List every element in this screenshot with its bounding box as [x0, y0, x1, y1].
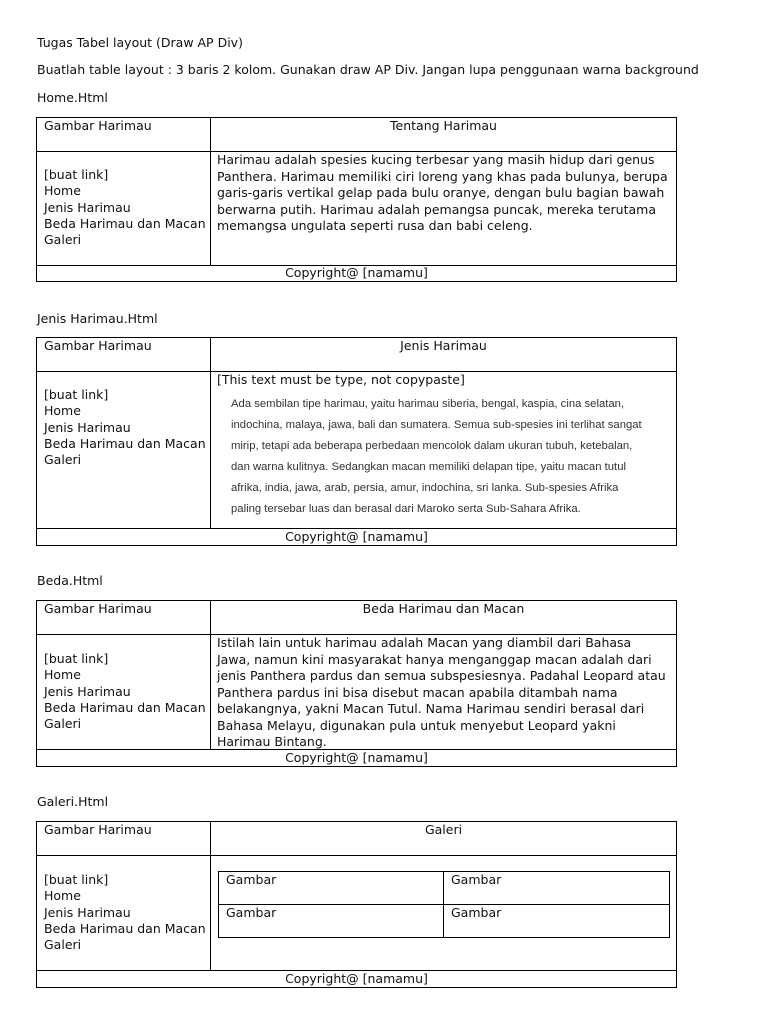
- nav-link-galeri[interactable]: Galeri: [44, 452, 82, 468]
- jenis-filename: Jenis Harimau.Html: [37, 311, 158, 326]
- jenis-footer: Copyright@ [namamu]: [285, 529, 428, 544]
- nav-link-beda[interactable]: Beda Harimau dan Macan: [44, 920, 206, 936]
- galeri-filename: Galeri.Html: [37, 794, 109, 809]
- galeri-content-cell: [211, 855, 676, 970]
- gallery-grid: [218, 871, 670, 938]
- nav-link-galeri[interactable]: Galeri: [44, 232, 82, 248]
- nav-link-beda[interactable]: Beda Harimau dan Macan: [44, 699, 206, 715]
- jenis-nav-cell: [37, 371, 211, 528]
- header-gambar-harimau: Gambar Harimau: [44, 338, 152, 353]
- gallery-cell: Gambar: [219, 905, 444, 938]
- gallery-cell: Gambar: [444, 872, 669, 905]
- beda-content-cell: [211, 634, 676, 749]
- nav-link-jenis-harimau[interactable]: Jenis Harimau: [44, 904, 131, 920]
- jenis-sample-text: Ada sembilan tipe harimau, yaitu harimau siberia, bengal, kaspia, cina selatan, indochina, malaya, jawa, bali dan sumatera. Semua sub-spesies ini terlihat sangat mirip, tetapi ada beberapa perbedaan mencolok dalam ukuran tubuh, ketebalan, dan warna kulitnya. Sedangkan macan memiliki delapan tipe, yaitu macan tutul afrika, india, jawa, arab, persia, amur, indochina, sri lanka. Sub-spesies Afrika paling tersebar luas dan berasal dari Maroko serta Sub-Sahara Afrika.: [231, 398, 642, 515]
- nav-link-beda[interactable]: Beda Harimau dan Macan: [44, 215, 206, 231]
- nav-menu: [44, 872, 206, 953]
- nav-link-beda[interactable]: Beda Harimau dan Macan: [44, 435, 206, 451]
- header-gambar-harimau: Gambar Harimau: [44, 822, 152, 837]
- galeri-header-right: [211, 822, 676, 855]
- header-tentang-harimau: Tentang Harimau: [390, 118, 497, 133]
- nav-link-home[interactable]: Home: [44, 667, 81, 683]
- jenis-header-left: [37, 338, 211, 371]
- nav-link-jenis-harimau[interactable]: Jenis Harimau: [44, 419, 131, 435]
- jenis-layout-table: [36, 337, 677, 546]
- jenis-content-row: [37, 371, 676, 529]
- nav-link-galeri[interactable]: Galeri: [44, 937, 82, 953]
- jenis-note: [This text must be type, not copypaste]: [217, 372, 465, 387]
- beda-nav-cell: [37, 634, 211, 749]
- home-content-row: [37, 151, 676, 266]
- gallery-cell: Gambar: [451, 904, 502, 920]
- nav-link-home[interactable]: Home: [44, 403, 81, 419]
- home-header-row: [37, 118, 676, 152]
- nav-link-placeholder: [buat link]: [44, 167, 109, 182]
- nav-menu: [44, 167, 206, 248]
- galeri-header-row: [37, 822, 676, 856]
- galeri-layout-table: [36, 821, 677, 988]
- header-beda-harimau-macan: Beda Harimau dan Macan: [362, 601, 525, 616]
- beda-content-text: Istilah lain untuk harimau adalah Macan yang diambil dari Bahasa Jawa, namun kini masyarakat hanya menganggap macan adalah dari jenis Panthera pardus dan semua subspesiesnya. Padahal Leopard atau Panthera pardus ini bisa disebut macan apabila ditambah nama belakangnya, yakni Macan Tutul. Nama Harimau sendiri berasal dari Bahasa Melayu, digunakan pula untuk menyebut Leopard yakni Harimau Bintang.: [217, 635, 666, 749]
- home-content-cell: [211, 151, 676, 265]
- galeri-nav-cell: [37, 855, 211, 970]
- beda-header-right: [211, 601, 676, 634]
- galeri-footer: Copyright@ [namamu]: [285, 971, 428, 986]
- document-title: Tugas Tabel layout (Draw AP Div): [37, 35, 243, 50]
- home-header-left: [37, 118, 211, 151]
- jenis-content-cell: [211, 371, 676, 528]
- home-filename: Home.Html: [37, 90, 108, 105]
- instruction-text: Buatlah table layout : 3 baris 2 kolom. Gunakan draw AP Div. Jangan lupa penggunaan warna background: [37, 62, 699, 77]
- beda-header-row: [37, 601, 676, 635]
- nav-link-jenis-harimau[interactable]: Jenis Harimau: [44, 199, 131, 215]
- beda-header-left: [37, 601, 211, 634]
- home-nav-cell: [37, 151, 211, 265]
- home-header-right: [211, 118, 676, 151]
- nav-link-home[interactable]: Home: [44, 888, 81, 904]
- beda-content-row: [37, 634, 676, 750]
- header-jenis-harimau: Jenis Harimau: [400, 338, 487, 353]
- header-gambar-harimau: Gambar Harimau: [44, 601, 152, 616]
- nav-link-placeholder: [buat link]: [44, 387, 109, 402]
- home-footer: Copyright@ [namamu]: [285, 265, 428, 280]
- jenis-header-right: [211, 338, 676, 371]
- nav-link-placeholder: [buat link]: [44, 872, 109, 887]
- home-content-text: Harimau adalah spesies kucing terbesar yang masih hidup dari genus Panthera. Harimau memiliki ciri loreng yang khas pada bulunya, berupa garis-garis vertikal gelap pada bulu oranye, dengan bulu bagian bawah berwarna putih. Harimau adalah pemangsa puncak, mereka terutama memangsa ungulata seperti rusa dan babi celeng.: [217, 152, 668, 233]
- nav-link-placeholder: [buat link]: [44, 651, 109, 666]
- nav-link-jenis-harimau[interactable]: Jenis Harimau: [44, 683, 131, 699]
- nav-link-galeri[interactable]: Galeri: [44, 716, 82, 732]
- gallery-cell: Gambar: [219, 872, 444, 905]
- nav-menu: [44, 651, 206, 732]
- nav-link-home[interactable]: Home: [44, 183, 81, 199]
- galeri-header-left: [37, 822, 211, 855]
- galeri-content-row: [37, 855, 676, 971]
- beda-filename: Beda.Html: [37, 573, 103, 588]
- beda-footer: Copyright@ [namamu]: [285, 750, 428, 765]
- header-galeri: Galeri: [424, 822, 463, 837]
- jenis-header-row: [37, 338, 676, 372]
- header-gambar-harimau: Gambar Harimau: [44, 118, 152, 133]
- home-layout-table: [36, 117, 677, 282]
- beda-layout-table: [36, 600, 677, 767]
- nav-menu: [44, 387, 206, 468]
